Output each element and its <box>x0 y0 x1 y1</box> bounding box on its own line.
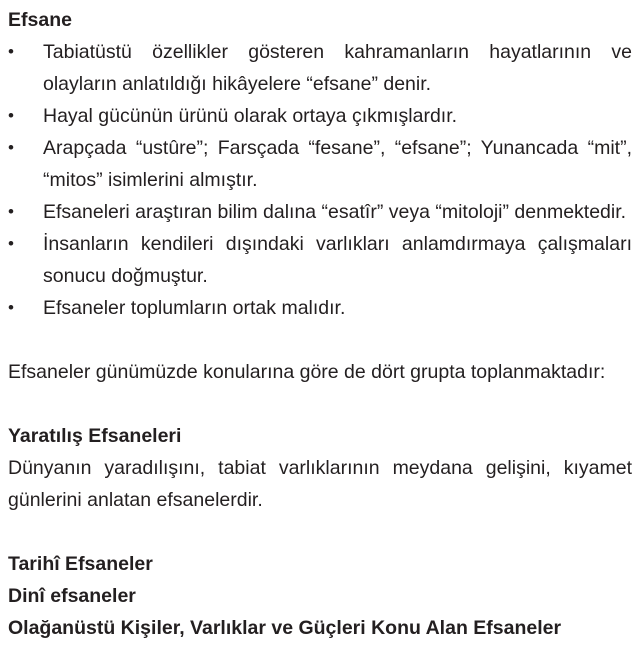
list-item-text: Tabiatüstü özellikler gösteren kahramanların hayatlarının ve olayların anlatıldığı hikâyelere “efsane” denir. <box>43 41 632 95</box>
intro-paragraph: Efsaneler günümüzde konularına göre de dört grupta toplanmaktadır: <box>8 361 606 383</box>
list-item-text: İnsanların kendileri dışındaki varlıkları anlamdırmaya çalışmaları sonucu doğmuştur. <box>43 233 632 287</box>
list-item-text: Efsaneleri araştıran bilim dalına “esatîr” veya “mitoloji” denmektedir. <box>43 201 627 223</box>
list-item-text: Arapçada “ustûre”; Farsçada “fesane”, “efsane”; Yunancada “mit”, “mitos” isimlerini almıştır. <box>43 137 632 191</box>
list-item <box>8 36 632 100</box>
bullet-icon: • <box>8 298 14 317</box>
tarihi-heading: Tarihî Efsaneler <box>8 553 153 575</box>
yaratilis-paragraph: Dünyanın yaradılışını, tabiat varlıklarının meydana gelişini, kıyamet günlerini anlatan efsanelerdir. <box>8 457 632 511</box>
document-title: Efsane <box>8 9 72 31</box>
bullet-icon: • <box>8 106 14 125</box>
list-item-text: Efsaneler toplumların ortak malıdır. <box>43 297 346 319</box>
list-item <box>8 292 632 324</box>
bullet-icon: • <box>8 138 14 157</box>
spacer <box>8 388 632 420</box>
list-item <box>8 100 632 132</box>
spacer <box>8 516 632 548</box>
bullet-icon: • <box>8 234 14 253</box>
list-item <box>8 196 632 228</box>
olaganustu-heading: Olağanüstü Kişiler, Varlıklar ve Güçleri Konu Alan Efsaneler <box>8 617 562 639</box>
list-item <box>8 132 632 196</box>
list-item-text: Hayal gücünün ürünü olarak ortaya çıkmışlardır. <box>43 105 458 127</box>
bullet-icon: • <box>8 202 14 221</box>
efsane-bullet-list <box>8 36 632 324</box>
dini-heading: Dinî efsaneler <box>8 585 136 607</box>
list-item <box>8 228 632 292</box>
yaratilis-heading: Yaratılış Efsaneleri <box>8 425 182 447</box>
bullet-icon: • <box>8 42 14 61</box>
spacer <box>8 324 632 356</box>
